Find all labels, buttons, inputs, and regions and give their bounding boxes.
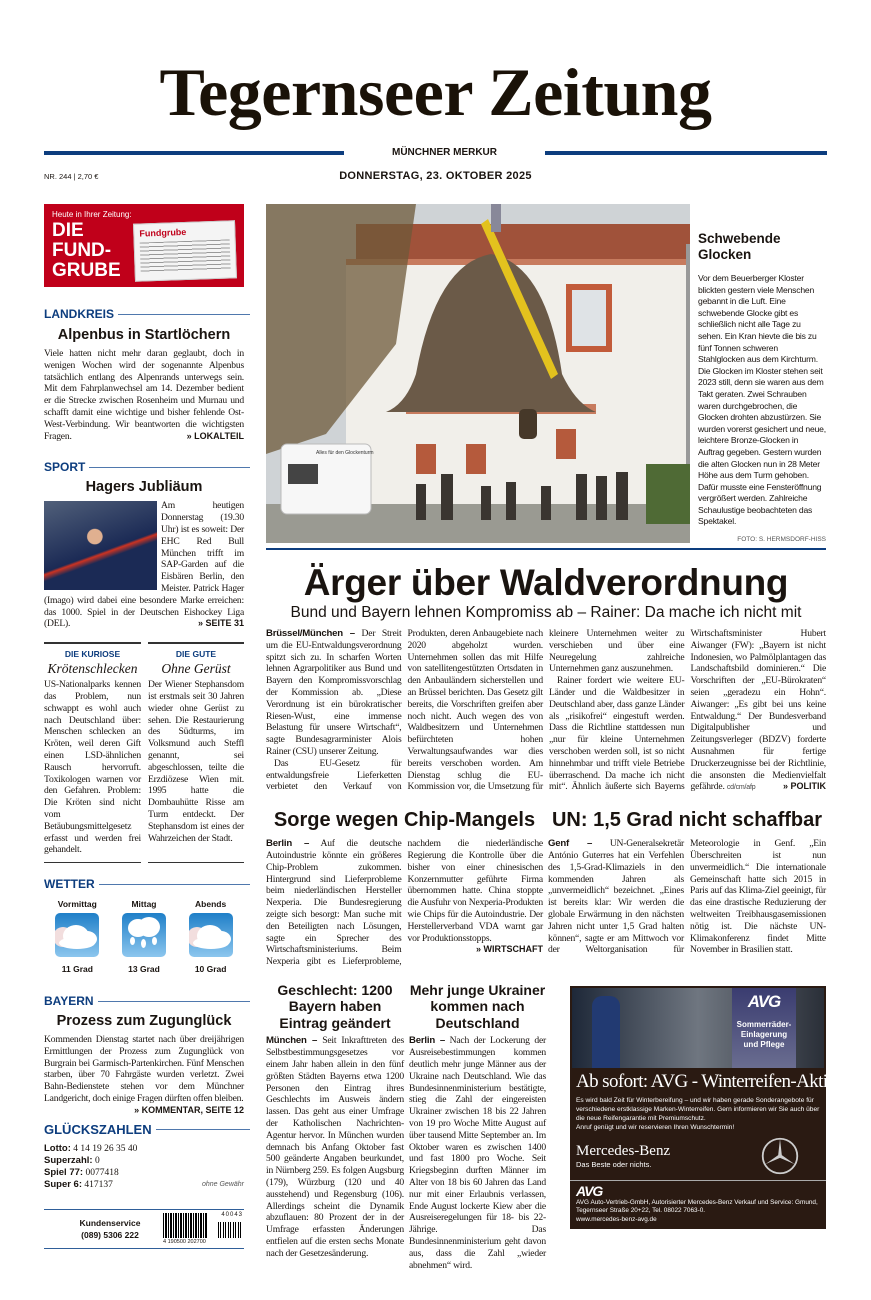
left-column — [44, 204, 244, 1249]
masthead-rule-right — [545, 151, 827, 155]
un-article — [548, 808, 826, 968]
photo-caption: Vor dem Beuerberger Kloster blickten gestern viele Menschen gebannt in die Luft. Eine schwebende Glocke gibt es schließlich nicht alle Tage zu sehen. Ein Kran hievte die bis zu fünf Tonnen schweren Stahlglocken aus dem Kirchturm. Die Glocken im Kloster stehen seit 2023 still, denn sie waren aus dem Takt geraten. Zwei Schrauben waren durchgebrochen, die Glocken drohten abzustürzen. Sie wurden vorerst gesichert und neue, leichtere Bronze-Glocken in Auftrag gegeben. Gestern wurden die alten Glocken nun in 28 Meter Höhe aus dem Turm gehoben. Dafür musste eine Fensteröffnung vergrößert werden. Zahlreiche Schaulustige beobachteten das Spektakel. — [698, 273, 826, 527]
ukraine-headline[interactable]: Mehr junge Ukrainer kommen nach Deutschland — [409, 981, 546, 1031]
section-glueckszahlen: GLÜCKSZAHLEN — [44, 1123, 244, 1137]
promo-title: DIE FUND- GRUBE — [52, 220, 121, 281]
weather-abends: Abends 10 Grad — [181, 899, 241, 974]
geschlecht-text: München – Seit Inkrafttreten des Selbstbestimmungsgesetzes vor einem Jahr haben allein in den fünf größten Städten Bayerns etwa 1200 Personen den Eintrag ihres Geschlechts im Ausweis ändern lassen. Das geht aus einer Umfrage der Katholischen Nachrichten-Agentur hervor. In München wurden demnach bis Anfang Oktober fast 500 geänderte Angaben beurkundet, in Nürnberg 259. Es folgen Augsburg (179), Würzburg (120 und 40 ausstehend) und Regensburg (106). Allerdings scheint die Dynamik abzuflauen: 80 Prozent der in der Umfrage erfassten Änderungen entfielen auf die ersten sechs Monate nach der Gesetzesänderung. — [266, 1035, 404, 1259]
ad-website[interactable]: www.mercedes-benz-avg.de — [576, 1215, 657, 1223]
secondary-row — [266, 808, 826, 968]
lead-subhead: Bund und Bayern lehnen Kompromiss ab – Rainer: Da mache ich nicht mit — [290, 604, 802, 621]
service-phone[interactable]: (089) 5306 222 — [81, 1229, 139, 1240]
cloudy-icon — [55, 913, 99, 957]
weather-mittag: Mittag 13 Grad — [114, 899, 174, 974]
main-column — [266, 204, 852, 1271]
lead-text: Brüssel/München – Der Streit um die EU-Entwaldungsverordnung spitzt sich zu. In scharfen Worten lehnen Agrarpolitiker aus Bund und Bayern den Kompromissvorschlag der Kommission ab. „Diese Verordnung ist ein bürokratischer Riesen-Wust, eine immense Belastung für unsere Wirtschaft“, sagte Bundesagrarminister Alois Rainer (CSU) unserer Zeitung. Das EU-Gesetz für entwaldungsfreie Lieferketten verbietet den Verkauf von Produkten, deren Anbaugebiete nach 2020 abgeholzt wurden. Unternehmen sollen das mit Hilfe von satellitengestützten Ortsdaten in den Anbauländern sicherstellen und an Brüssel berichten. Das Gesetz gilt bereits, die Vorschriften greifen aber noch nicht. Auch wegen des von Waldbesitzern und Unternehmen befürchteten hohen Verwaltungsaufwandes war dies bereits verschoben worden. Am Dienstag schlug die EU-Kommission vor, die Umsetzung für kleinere Unternehmen weiter zu verschieben und über eine Neuregelung zahlreiche Unternehmen ganz auszunehmen. Rainer fordert wie weitere EU-Länder und die Waldbesitzer in Deutschland aber, dass ganze Länder als „risikofrei“ eingestuft werden. Dass die Richtline stattdessen nun „nur für kleine Unternehmen verschoben werden soll, ist so nicht hinnehmbar und trifft viele Betriebe überraschend. Da mache ich nicht mit“. Ähnlich äußerte sich Bayerns Wirtschaftsminister Hubert Aiwanger (FW): „Bayern ist nicht Indonesien, wo Palmölplantagen das Landschaftsbild dominieren.“ Die Vorschriften der „EU-Bürokraten“ seien „geradezu ein Hohn“. Aiwanger: „Es gibt bei uns keine Entwaldung.“ Der Bundesverband Digitalpublisher und Zeitungsverleger (BDZV) forderte Ausnahmen für fertige Druckerzeugnisse bei der Richtlinie, die ansonsten die Medienvielfalt gefährde. cd/cm/afp » POLITIK — [266, 628, 826, 793]
chip-headline[interactable]: Sorge wegen Chip-Mangels — [273, 809, 536, 832]
cloudy-icon — [189, 913, 233, 957]
avg-logo-footer: AVG — [576, 1182, 603, 1199]
sport-text: Am heutigen Donnerstag (19.30 Uhr) ist es soweit: Der EHC Red Bull München trifft im SAP-Garden auf die Eisbären Berlin, den Meister. Patrick Hager (Imago) wird dabei eine besondere Marke erreichen: das 1000. Spiel in der Deutschen Eishockey Liga (DEL). » SEITE 31 — [44, 500, 244, 630]
chip-text: Berlin – Auf die deutsche Autoindustrie könnte ein größeres Chip-Problem zukommen. Hintergrund sind Lieferprobleme beim niederländischen Hersteller Nexperia. Die Bundesregierung zeigte sich besorgt: Man suche mit den Beteiligten nach Lösungen, sagte ein Sprecher des Wirtschaftsministeriums. Beim Nexperia gibt es Lieferprobleme, nachdem die niederländische Regierung die Kontrolle über die bisher von einer chinesischen Konzernmutter geführte Firma übernommen hatte. China stoppte die Ausfuhr von Nexperia-Produkten wie Chips für die Autoindustrie. Der Herstellerverband VDA warnt gar vor Produktionsstopps. » WIRTSCHAFT — [266, 838, 543, 968]
ad-garage-photo — [572, 988, 824, 1068]
fundgrube-promo[interactable] — [44, 204, 244, 287]
mercedes-brand: Mercedes-Benz — [576, 1143, 671, 1160]
gute-title[interactable]: Ohne Gerüst — [161, 661, 231, 677]
section-sport: SPORT — [44, 460, 244, 474]
photo-rule — [266, 548, 826, 550]
photo-row — [266, 204, 826, 543]
landkreis-text: Viele hatten nicht mehr daran geglaubt, doch in wenigen Wochen wird der sogenannte Alpenbus tatsächlich entlang des Alpenrands unterwegs sein. Mit dem Fahrplanwechsel am 14. Dezember bedient er die Strecke zwischen Rosenheim und Murnau und schafft damit eine wichtige und bisher fehlende Ost-West-Verbindung. Wir beantworten die wichtigsten Fragen. » LOKALTEIL — [44, 348, 244, 442]
service-box — [44, 1209, 244, 1249]
masthead-rule-left — [44, 151, 344, 155]
ukraine-article — [409, 982, 546, 1271]
un-text: Genf – UN-Generalsekretär António Guterres hat ein Verfehlen des 1,5-Grad-Klimaziels in den kommenden Jahren als „unvermeidlich“ bezeichnet. „Eines ist bereits klar: Wir werden die globale Erwärmung in den nächsten Jahren nicht unter 1,5 Grad halten können“, sagte er am Mittwoch vor der Weltorganisation für Meteorologie in Genf. „Ein Überschreiten ist nun unvermeidlich.“ Die internationale Gemeinschaft hatte sich 2015 in Paris auf das Klima-Ziel geeinigt, für das eine drastische Reduzierung der weltweiten Treibhausgasemissionen nötig ist. Die nächste UN-Klimakonferenz findet Mitte November in Brasilien statt. — [548, 838, 826, 956]
chip-article — [266, 808, 543, 968]
barcode: 40043 4 190500 202700 — [163, 1211, 243, 1245]
rain-icon — [122, 913, 166, 957]
weather-vormittag: Vormittag 11 Grad — [47, 899, 107, 974]
un-headline[interactable]: UN: 1,5 Grad nicht schaffbar — [551, 809, 823, 832]
short-news-row — [44, 642, 244, 863]
masthead-subtitle: MÜNCHNER MERKUR — [392, 147, 497, 158]
avg-logo: AVG — [747, 991, 781, 1011]
bottom-row — [266, 981, 852, 1271]
landkreis-headline[interactable]: Alpenbus in Startlöchern — [57, 327, 231, 343]
landkreis-ref-link[interactable]: » LOKALTEIL — [186, 430, 244, 441]
kuriose-box: DIE KURIOSE Krötenschlecken US-Nationalparks kennen das Problem, nun schwappt es wohl auch nach Deutschland über: Menschen schlecken an Kröten, weil deren Gift einen LSD-ähnlichen Rausch hervorruft. Toxikologen warnen vor den Gefahren. Problem: Die Kröten sind nicht vom Betäubungsmittelgesetz erfasst und werden frei gehandelt. — [44, 642, 141, 863]
svg-text:Alles für den Glockenturm: Alles für den Glockenturm — [316, 450, 374, 456]
photo-caption-box — [698, 204, 826, 543]
ad-headline: Ab sofort: AVG - Winterreifen-Aktion! — [576, 1070, 852, 1092]
chip-ref-link[interactable]: » WIRTSCHAFT — [476, 944, 543, 955]
promo-newspaper-image: Fundgrube — [133, 220, 237, 282]
customer-service: Kundenservice (089) 5306 222 — [60, 1217, 160, 1241]
hockey-player-photo — [44, 501, 157, 590]
issue-date: DONNERSTAG, 23. OKTOBER 2025 — [339, 170, 532, 182]
section-wetter: WETTER — [44, 877, 244, 891]
sport-headline[interactable]: Hagers Jubliäum — [85, 479, 203, 496]
weather-forecast — [44, 899, 244, 974]
ad-badge: AVG Sommerräder- Einlagerung und Pflege — [732, 988, 796, 1068]
section-bayern: BAYERN — [44, 994, 244, 1008]
bayern-headline[interactable]: Prozess zum Zugunglück — [56, 1013, 232, 1030]
bayern-text: Kommenden Dienstag startet nach über dreijährigen Ermittlungen der Prozess zum Zugunglück von Burgrain bei Garmisch-Partenkirchen. Fünf Menschen starben, über 70 Fahrgäste wurden verletzt. Zwei Bahn-Bedienstete stehen vor dem Münchner Landgericht, doch einige Fragen dürften offen bleiben. » KOMMENTAR, SEITE 12 — [44, 1034, 244, 1115]
lead-ref-link[interactable]: » POLITIK — [782, 781, 826, 792]
photo-credit: FOTO: S. HERMSDORF-HISS — [737, 536, 826, 543]
bayern-ref-link[interactable]: » KOMMENTAR, SEITE 12 — [134, 1104, 244, 1115]
issue-price: NR. 244 | 2,70 € — [44, 172, 99, 181]
sport-ref-link[interactable]: » SEITE 31 — [197, 618, 244, 629]
lead-headline[interactable]: Ärger über Waldverordnung — [303, 562, 789, 603]
ukraine-text: Berlin – Nach der Lockerung der Ausreisebestimmungen kommen deutlich mehr junge Männer aus der Ukraine nach Deutschland. Wie das Bundesinnenministerium bestätigte, stieg die Zahl der eingereisten Ukrainer zwischen 18 bis 22 Jahren von 19 pro Woche Mitte August auf über tausend Mitte September an. Im Oktober waren es zwischen 1400 und fast 1800 pro Woche. Seit Kriegsbeginn durften Männer im Alter von 18 bis 60 Jahren das Land nur mit einer Erlaubnis verlassen, Ende August lockerte Kiew aber die Ausreiseregelungen für 18- bis 22-Jährige. Das Bundesinnenministerium geht davon aus, dass die Zahl „wieder abnehmen“ wird. — [409, 1035, 546, 1271]
geschlecht-headline[interactable]: Geschlecht: 1200 Bayern haben Eintrag geändert — [277, 981, 393, 1031]
section-landkreis: LANDKREIS — [44, 307, 244, 321]
masthead-title: Tegernseer Zeitung — [159, 54, 712, 130]
kuriose-title[interactable]: Krötenschlecken — [47, 661, 138, 677]
lead-credit: cd/cm/afp — [726, 784, 756, 792]
avg-advertisement[interactable]: AVG Sommerräder- Einlagerung und Pflege Ab sofort: AVG - Winterreifen-Aktion! Es wird bald Zeit für Winterbereifung – und wir haben gerade Sonderangebote für verschiedene erstklassige Marken-Winterreifen. Gern informieren wir Sie auch über die neue Reifengarantie mit Premiumschutz. Anruf genügt und wir reservieren Ihren Wunschtermin! Mercedes-Benz Das Beste oder nichts. AVG AVG Auto-Vertrieb-GmbH, Autorisierter Mercedes-Benz Verkauf und Service: Gmund, Tegernseer Straße 20+22, Tel. 08022 7063-0. www.mercedes-benz-avg.de — [570, 986, 826, 1230]
promo-kicker: Heute in Ihrer Zeitung: — [52, 210, 132, 219]
gute-box: DIE GUTE Ohne Gerüst Der Wiener Stephansdom ist erstmals seit 30 Jahren wieder ohne Gerüst zu sehen. Die Restaurierung des Südturms, im Volksmund auch Steffl genannt, sei abgeschlossen, teilte die Erzdiözese Wien mit. 1995 hatte die Dombauhütte Risse am Turm entdeckt. Der Stephansdom ist eines der Wahrzeichen der Stadt. — [148, 642, 244, 863]
bell-photo — [266, 204, 690, 543]
lotto-numbers: Lotto: 4 14 19 26 35 40 Superzahl: 0 Spiel 77: 0077418 Super 6: 417137 ohne Gewähr — [44, 1142, 244, 1190]
geschlecht-article — [266, 982, 404, 1260]
mercedes-star-icon — [760, 1136, 800, 1176]
photo-title: Schwebende Glocken — [698, 231, 781, 262]
